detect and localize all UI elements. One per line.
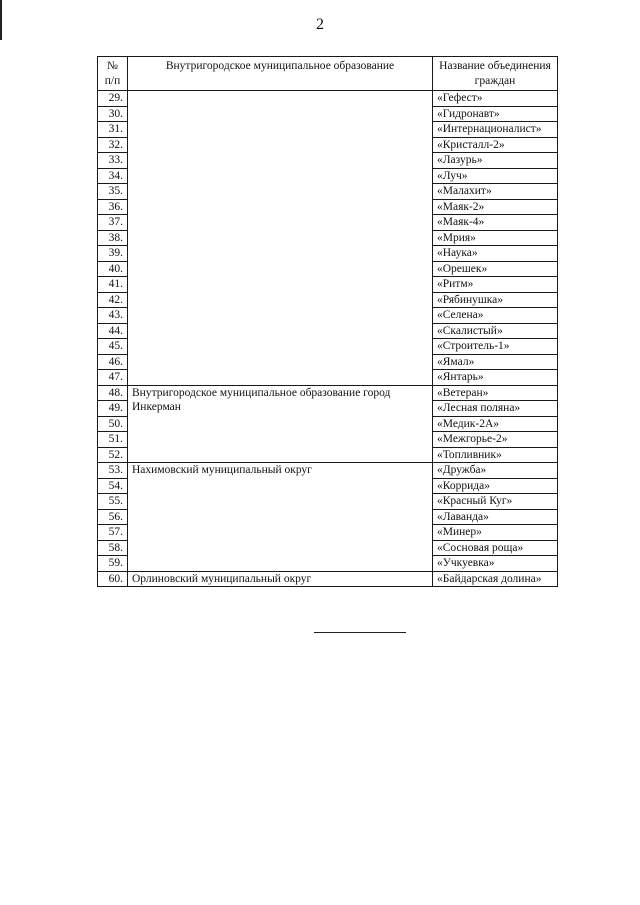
association-name: «Луч» xyxy=(433,168,558,184)
row-number: 39. xyxy=(98,246,128,262)
row-number: 30. xyxy=(98,106,128,122)
association-name: «Кристалл-2» xyxy=(433,137,558,153)
row-number: 44. xyxy=(98,323,128,339)
row-number: 52. xyxy=(98,447,128,463)
row-number: 32. xyxy=(98,137,128,153)
association-name: «Наука» xyxy=(433,246,558,262)
municipality-cell: Внутригородское муниципальное образование город Инкерман xyxy=(128,385,433,463)
header-association: Название объединения граждан xyxy=(433,57,558,91)
row-number: 51. xyxy=(98,432,128,448)
row-number: 56. xyxy=(98,509,128,525)
association-name: «Красный Куг» xyxy=(433,494,558,510)
association-name: «Строитель-1» xyxy=(433,339,558,355)
association-name: «Ритм» xyxy=(433,277,558,293)
header-number: № п/п xyxy=(98,57,128,91)
row-number: 31. xyxy=(98,122,128,138)
association-name: «Маяк-4» xyxy=(433,215,558,231)
row-number: 55. xyxy=(98,494,128,510)
row-number: 35. xyxy=(98,184,128,200)
page-number: 2 xyxy=(316,16,324,33)
associations-table xyxy=(97,56,558,587)
association-name: «Ямал» xyxy=(433,354,558,370)
table-row xyxy=(98,385,558,401)
row-number: 50. xyxy=(98,416,128,432)
association-name: «Малахит» xyxy=(433,184,558,200)
table-row xyxy=(98,463,558,479)
row-number: 48. xyxy=(98,385,128,401)
municipality-cell: Орлиновский муниципальный округ xyxy=(128,571,433,587)
association-name: «Янтарь» xyxy=(433,370,558,386)
table-row xyxy=(98,571,558,587)
association-name: «Минер» xyxy=(433,525,558,541)
association-name: «Лазурь» xyxy=(433,153,558,169)
association-name: «Орешек» xyxy=(433,261,558,277)
row-number: 60. xyxy=(98,571,128,587)
row-number: 49. xyxy=(98,401,128,417)
municipality-cell xyxy=(128,91,433,386)
table-row xyxy=(98,91,558,107)
association-name: «Лаванда» xyxy=(433,509,558,525)
association-name: «Медик-2А» xyxy=(433,416,558,432)
association-name: «Байдарская долина» xyxy=(433,571,558,587)
row-number: 36. xyxy=(98,199,128,215)
row-number: 42. xyxy=(98,292,128,308)
association-name: «Коррида» xyxy=(433,478,558,494)
row-number: 29. xyxy=(98,91,128,107)
association-name: «Интернационалист» xyxy=(433,122,558,138)
association-name: «Рябинушка» xyxy=(433,292,558,308)
row-number: 34. xyxy=(98,168,128,184)
row-number: 57. xyxy=(98,525,128,541)
table-header-row xyxy=(98,57,558,91)
association-name: «Селена» xyxy=(433,308,558,324)
row-number: 37. xyxy=(98,215,128,231)
table-body xyxy=(98,91,558,587)
header-municipality: Внутригородское муниципальное образование xyxy=(128,57,433,91)
row-number: 53. xyxy=(98,463,128,479)
row-number: 45. xyxy=(98,339,128,355)
association-name: «Гефест» xyxy=(433,91,558,107)
end-divider-line xyxy=(314,632,406,633)
association-name: «Лесная поляна» xyxy=(433,401,558,417)
row-number: 47. xyxy=(98,370,128,386)
row-number: 54. xyxy=(98,478,128,494)
association-name: «Топливник» xyxy=(433,447,558,463)
municipality-cell: Нахимовский муниципальный округ xyxy=(128,463,433,572)
association-name: «Ветеран» xyxy=(433,385,558,401)
association-name: «Гидронавт» xyxy=(433,106,558,122)
row-number: 46. xyxy=(98,354,128,370)
association-name: «Скалистый» xyxy=(433,323,558,339)
row-number: 58. xyxy=(98,540,128,556)
row-number: 59. xyxy=(98,556,128,572)
association-name: «Дружба» xyxy=(433,463,558,479)
association-name: «Маяк-2» xyxy=(433,199,558,215)
association-name: «Учкуевка» xyxy=(433,556,558,572)
row-number: 40. xyxy=(98,261,128,277)
association-name: «Сосновая роща» xyxy=(433,540,558,556)
association-name: «Межгорье-2» xyxy=(433,432,558,448)
row-number: 41. xyxy=(98,277,128,293)
association-name: «Мрия» xyxy=(433,230,558,246)
row-number: 43. xyxy=(98,308,128,324)
row-number: 33. xyxy=(98,153,128,169)
row-number: 38. xyxy=(98,230,128,246)
